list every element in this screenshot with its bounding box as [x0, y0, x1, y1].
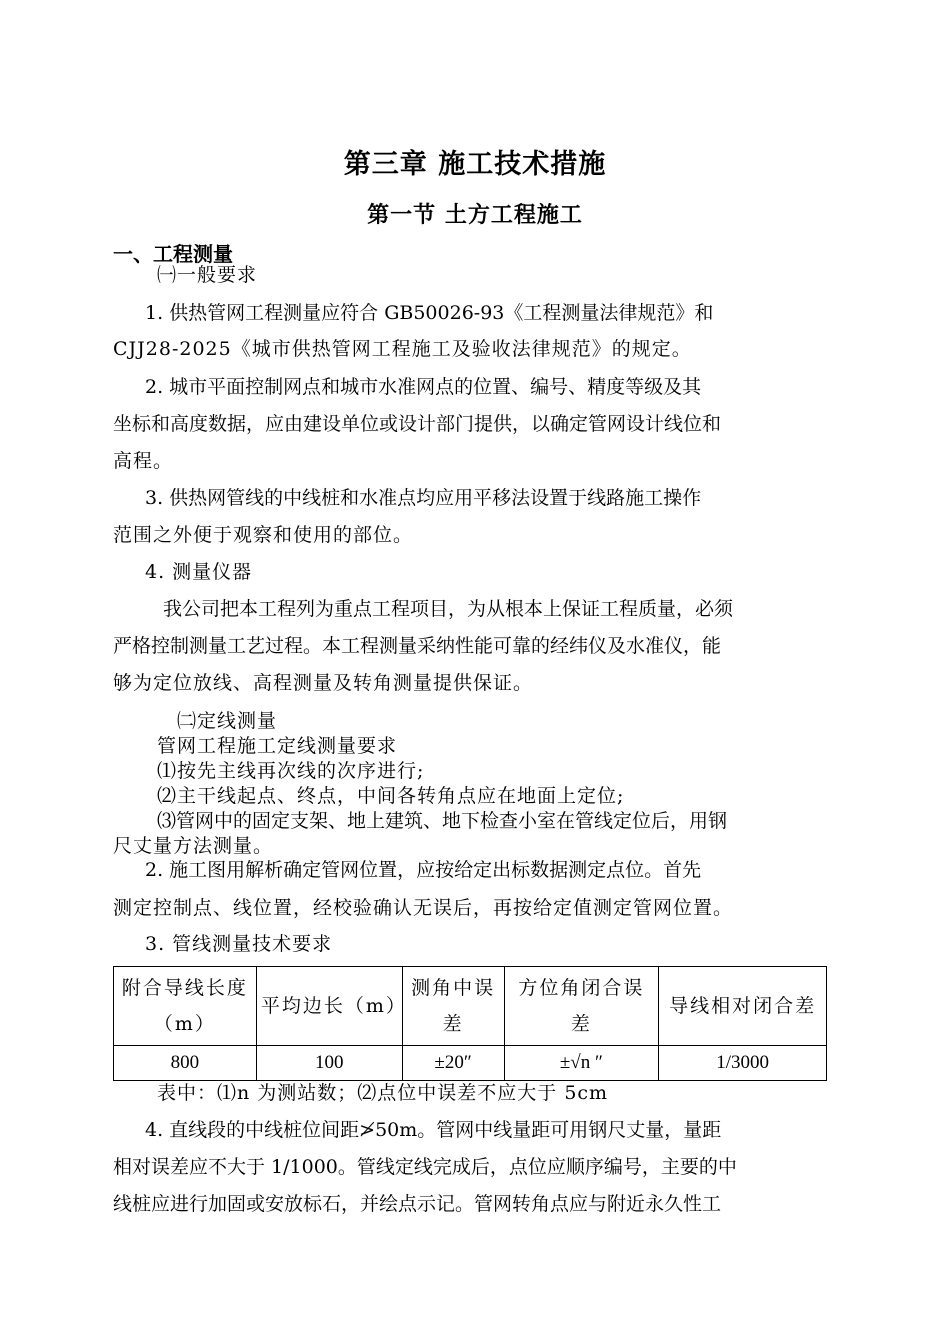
para5-line1: 我公司把本工程列为重点工程项目，为从根本上保证工程质量，必须: [163, 598, 734, 620]
alignment-para2-line2: 测定控制点、线位置，经校验确认无误后，再按给定值测定管网位置。: [113, 897, 734, 919]
alignment-para4-line3: 线桩应进行加固或安放标石，并绘点示记。管网转角点应与附近永久性工: [113, 1193, 722, 1215]
alignment-para4-line2: 相对误差应不大于 1/1000。管线定线完成后，点位应顺序编号，主要的中: [113, 1156, 737, 1178]
table-row: [114, 1046, 827, 1081]
table-header-row: [114, 967, 827, 1046]
para2-line3: 高程。: [113, 450, 174, 472]
alignment-req-title: 管网工程施工定线测量要求: [157, 735, 398, 757]
para1-line1: 1. 供热管网工程测量应符合 GB50026-93《工程测量法律规范》和: [145, 302, 714, 324]
table-header-cell: 测角中误差: [402, 967, 504, 1046]
para2-line2: 坐标和高度数据，应由建设单位或设计部门提供，以确定管网设计线位和: [113, 413, 722, 435]
sub-heading-alignment: ㈡定线测量: [177, 710, 278, 732]
survey-tech-table: [113, 966, 827, 1081]
alignment-item3-line2: 尺丈量方法测量。: [113, 835, 274, 857]
alignment-para4-line1: 4. 直线段的中线桩位间距≯50m。管网中线量距可用钢尺丈量，量距: [145, 1119, 722, 1141]
para2-line1: 2. 城市平面控制网点和城市水准网点的位置、编号、精度等级及其: [145, 376, 702, 398]
table-cell: 100: [256, 1046, 402, 1081]
table-cell: 800: [114, 1046, 257, 1081]
table-cell: 1/3000: [659, 1046, 827, 1081]
alignment-item3-line1: ⑶管网中的固定支架、地上建筑、地下检查小室在管线定位后，用钢: [157, 810, 728, 832]
table-note: 表中：⑴n 为测站数；⑵点位中误差不应大于 5cm: [157, 1082, 609, 1104]
part1-heading: 一、工程测量: [113, 242, 233, 266]
para5-line2: 严格控制测量工艺过程。本工程测量采纳性能可靠的经纬仪及水准仪，能: [113, 635, 722, 657]
para3-line1: 3. 供热网管线的中线桩和水准点均应用平移法设置于线路施工操作: [145, 487, 702, 509]
chapter-title: 第三章 施工技术措施: [343, 149, 607, 180]
table-header-cell: 导线相对闭合差: [659, 967, 827, 1046]
para3-line2: 范围之外便于观察和使用的部位。: [113, 524, 414, 546]
alignment-item1: ⑴按先主线再次线的次序进行;: [157, 760, 425, 782]
section-title: 第一节 土方工程施工: [367, 202, 583, 228]
table-header-cell: 平均边长（m）: [256, 967, 402, 1046]
para1-line2: CJJ28-2025《城市供热管网工程施工及验收法律规范》的规定。: [113, 338, 692, 360]
table-cell: ±√n ″: [504, 1046, 659, 1081]
alignment-para2-line1: 2. 施工图用解析确定管网位置，应按给定出标数据测定点位。首先: [145, 859, 702, 881]
table-cell: ±20″: [402, 1046, 504, 1081]
para5-line3: 够为定位放线、高程测量及转角测量提供保证。: [113, 672, 534, 694]
sub-heading-general: ㈠一般要求: [157, 264, 258, 286]
table-header-cell: 方位角闭合误差: [504, 967, 659, 1046]
alignment-para3: 3. 管线测量技术要求: [145, 933, 333, 955]
para4-line1: 4. 测量仪器: [145, 561, 253, 583]
alignment-item2: ⑵主干线起点、终点，中间各转角点应在地面上定位;: [157, 785, 625, 807]
table-header-cell: 附合导线长度（m）: [114, 967, 257, 1046]
